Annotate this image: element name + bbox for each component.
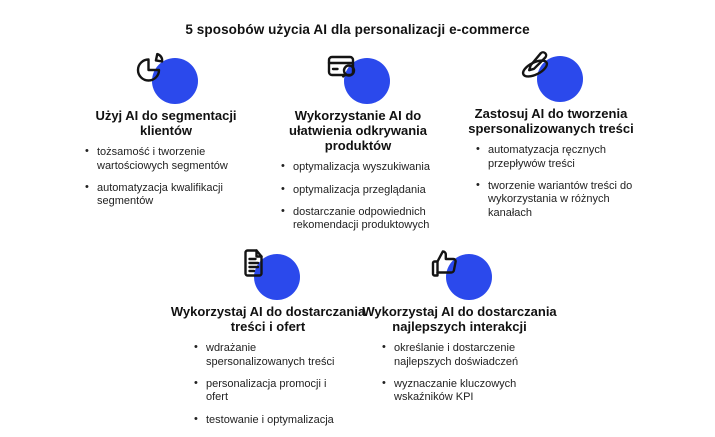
card-bullet-list: [275, 161, 441, 233]
bullet-item: • automatyzacja kwalifikacji segmentów: [85, 182, 253, 209]
bullet-item: • wyznaczanie kluczowych wskaźników KPI: [382, 378, 544, 405]
card-heading: Wykorzystaj AI do dostarczania najlepszych interakcji: [362, 304, 557, 335]
pen-icon: [519, 48, 555, 84]
icon-cluster: [428, 246, 492, 300]
card-bullet-list: [446, 144, 656, 220]
card-bullet-list: [170, 342, 366, 427]
bullet-item: • tożsamość i tworzenie wartościowych segmentów: [85, 146, 253, 173]
thumbs-up-icon: [428, 246, 464, 282]
bullet-item: • optymalizacja przeglądania: [281, 184, 441, 197]
card-heading: Wykorzystanie AI do ułatwienia odkrywania produktów: [289, 108, 427, 154]
bullet-item: • dostarczanie odpowiednich rekomendacji produktowych: [281, 206, 441, 233]
card-product-discovery: [275, 50, 441, 242]
icon-cluster: [236, 246, 300, 300]
document-icon: [236, 246, 272, 282]
card-content-creation: [446, 48, 656, 229]
card-bullet-list: [362, 342, 557, 405]
card-heading: Wykorzystaj AI do dostarczania treści i ofert: [170, 304, 366, 335]
bullet-item: • personalizacja promocji i ofert: [194, 378, 351, 405]
bullet-item: • określanie i dostarczenie najlepszych doświadczeń: [382, 342, 544, 369]
card-heading: Użyj AI do segmentacji klientów: [95, 108, 237, 139]
bullet-item: • optymalizacja wyszukiwania: [281, 161, 441, 174]
card-content-offers: [170, 246, 366, 436]
icon-cluster: [134, 50, 198, 104]
card-search-icon: [326, 50, 362, 86]
card-best-interactions: [362, 246, 557, 414]
pie-chart-icon: [134, 50, 170, 86]
icon-cluster: [519, 48, 583, 102]
page-title: 5 sposobów użycia AI dla personalizacji e-commerce: [185, 22, 530, 37]
bullet-item: • testowanie i optymalizacja: [194, 414, 351, 427]
bullet-item: • automatyzacja ręcznych przepływów treści: [476, 144, 640, 171]
card-segmentation: [71, 50, 261, 218]
bullet-item: • tworzenie wariantów treści do wykorzystania w różnych kanałach: [476, 180, 640, 220]
card-bullet-list: [71, 146, 261, 209]
bullet-item: • wdrażanie spersonalizowanych treści: [194, 342, 351, 369]
card-heading: Zastosuj AI do tworzenia spersonalizowanych treści: [468, 106, 634, 137]
icon-cluster: [326, 50, 390, 104]
